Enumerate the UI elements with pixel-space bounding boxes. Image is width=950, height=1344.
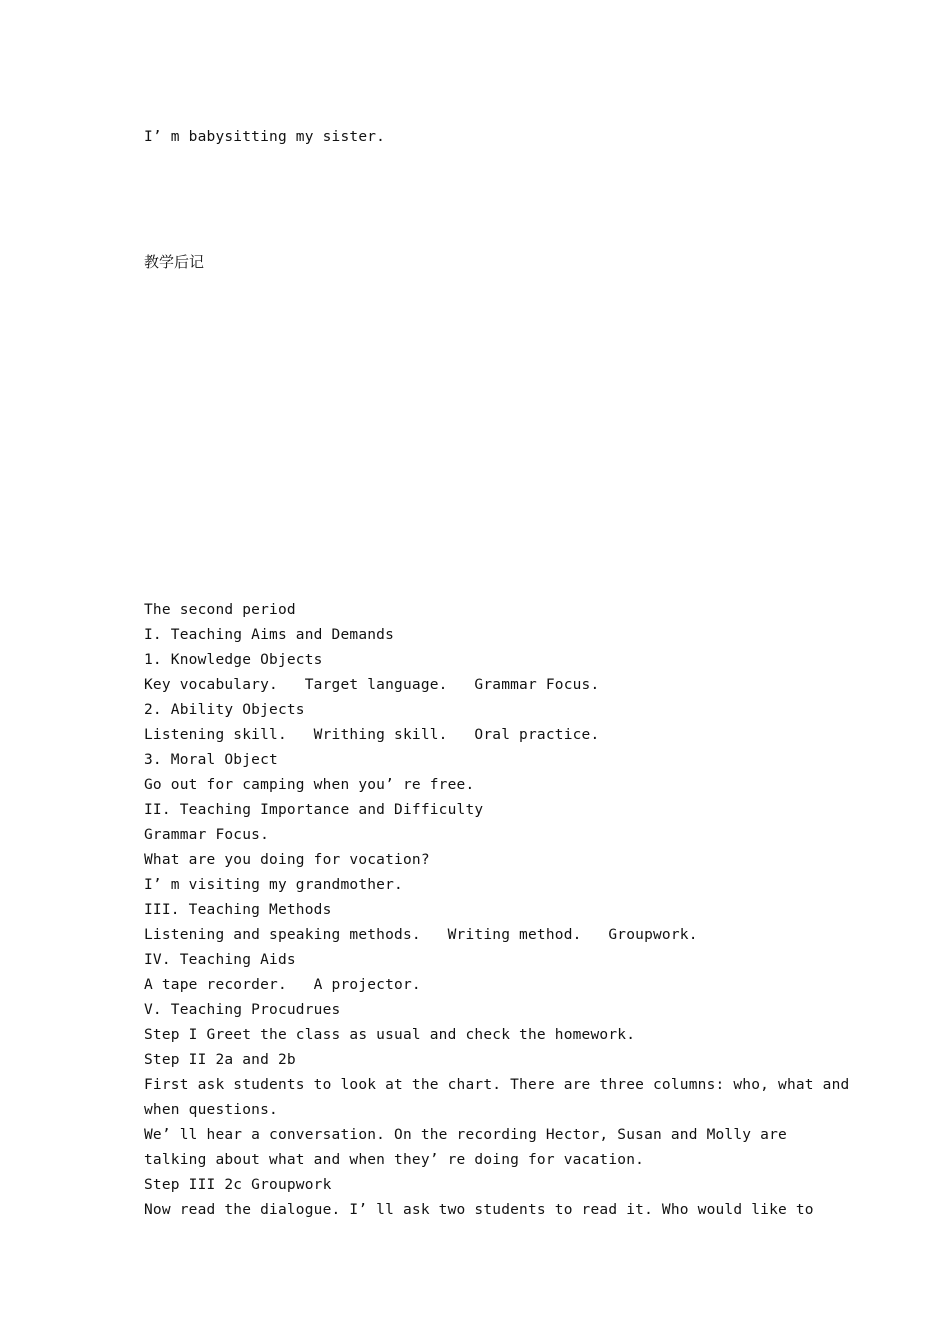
text-line: Now read the dialogue. I’ ll ask two students to read it. Who would like to: [144, 1202, 814, 1218]
section-heading-aims: I. Teaching Aims and Demands: [144, 627, 395, 643]
subheading-moral: 3. Moral Object: [144, 752, 278, 768]
text-line: talking about what and when they’ re doing for vacation.: [144, 1152, 645, 1168]
text-line: We’ ll hear a conversation. On the recording Hector, Susan and Molly are: [144, 1127, 787, 1143]
notes-heading: 教学后记: [144, 253, 205, 271]
text-line: Grammar Focus.: [144, 827, 270, 843]
text-line: First ask students to look at the chart. There are three columns: who, what and: [144, 1077, 850, 1093]
subheading-knowledge: 1. Knowledge Objects: [144, 652, 323, 668]
text-line: Listening and speaking methods. Writing method. Groupwork.: [144, 927, 698, 943]
text-line: Key vocabulary. Target language. Grammar Focus.: [144, 677, 600, 693]
section-heading-importance: II. Teaching Importance and Difficulty: [144, 802, 484, 818]
text-line: A tape recorder. A projector.: [144, 977, 421, 993]
section-heading-procedures: V. Teaching Procudrues: [144, 1002, 341, 1018]
text-line: Step I Greet the class as usual and check the homework.: [144, 1027, 636, 1043]
step-heading: Step III 2c Groupwork: [144, 1177, 332, 1193]
subheading-ability: 2. Ability Objects: [144, 702, 305, 718]
text-line: when questions.: [144, 1102, 278, 1118]
top-line: I’ m babysitting my sister.: [144, 129, 386, 145]
section-heading-methods: III. Teaching Methods: [144, 902, 332, 918]
text-line: Listening skill. Writhing skill. Oral practice.: [144, 727, 600, 743]
step-heading: Step II 2a and 2b: [144, 1052, 296, 1068]
period-title: The second period: [144, 602, 296, 618]
section-heading-aids: IV. Teaching Aids: [144, 952, 296, 968]
text-line: Go out for camping when you’ re free.: [144, 777, 475, 793]
text-line: What are you doing for vocation?: [144, 852, 430, 868]
text-line: I’ m visiting my grandmother.: [144, 877, 403, 893]
